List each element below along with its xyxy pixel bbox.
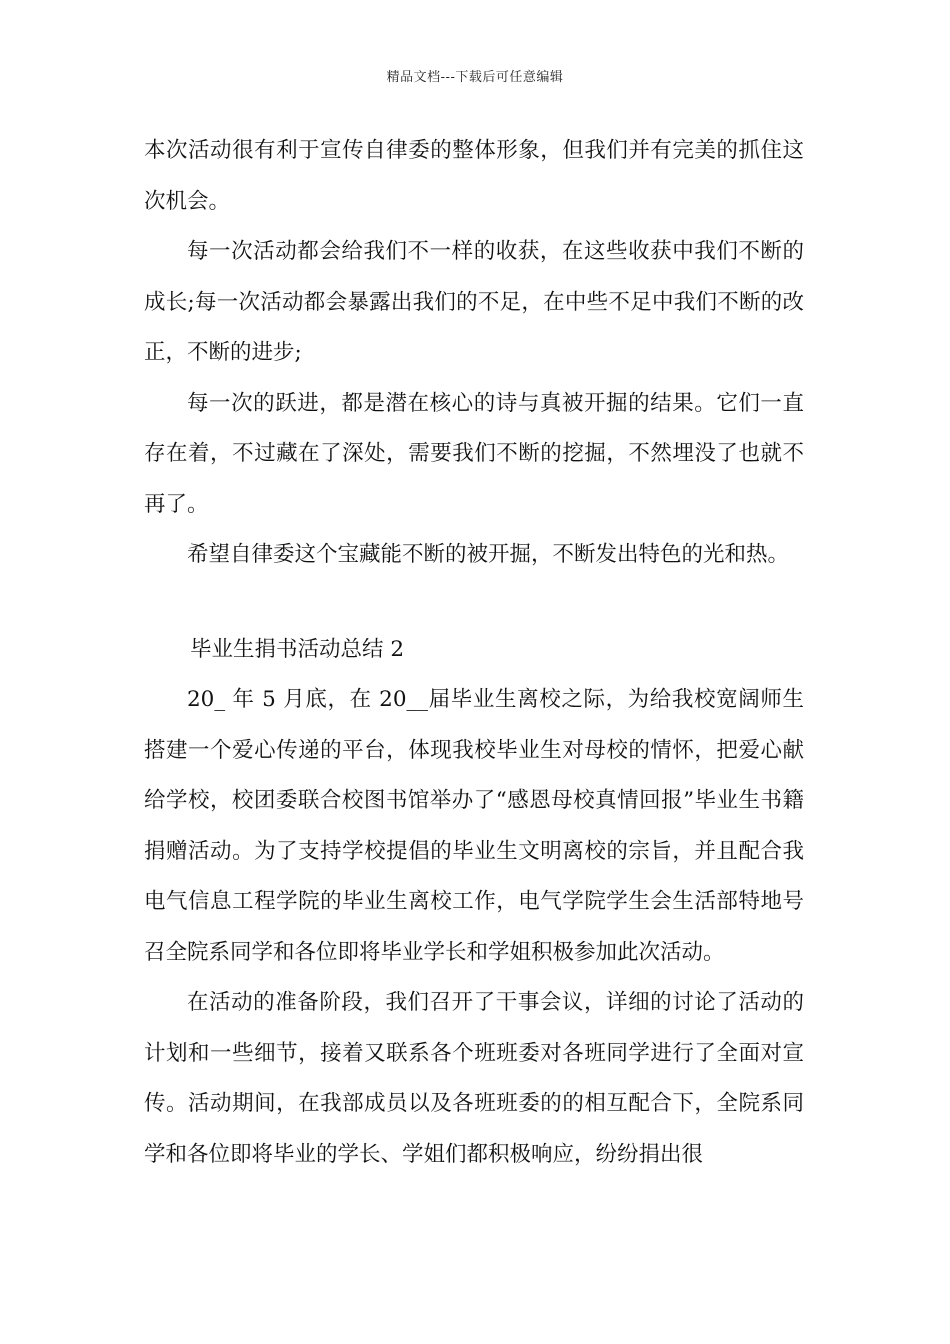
page-header: 精品文档---下载后可任意编辑 — [386, 70, 564, 85]
section-title: 毕业生捐书活动总结 2 — [190, 636, 405, 662]
paragraph: 在活动的准备阶段，我们召开了干事会议，详细的讨论了活动的计划和一些细节，接着又联系各个班班委对各班同学进行了全面对宣传。活动期间，在我部成员以及各班班委的的相互配合下，全院系同学和各位即将毕业的学长、学姐们都积极响应，纷纷捐出很 — [144, 990, 804, 1167]
paragraph: 希望自律委这个宝藏能不断的被开掘，不断发出特色的光和热。 — [187, 542, 790, 567]
paragraph: 20_ 年 5 月底，在 20__届毕业生离校之际，为给我校宽阔师生搭建一个爱心传递的平台，体现我校毕业生对母校的情怀，把爱心献给学校，校团委联合校图书馆举办了“感恩母校真情回报”毕业生书籍捐赠活动。为了支持学校提倡的毕业生文明离校的宗旨，并且配合我电气信息工程学院的毕业生离校工作，电气学院学生会生活部特地号召全院系同学和各位即将毕业学长和学姐积极参加此次活动。 — [144, 687, 804, 965]
section-gap — [144, 581, 804, 625]
paragraph: 每一次活动都会给我们不一样的收获，在这些收获中我们不断的成长;每一次活动都会暴露出我们的不足，在中些不足中我们不断的改正，不断的进步; — [144, 239, 804, 365]
paragraph: 本次活动很有利于宣传自律委的整体形象，但我们并有完美的抓住这次机会。 — [144, 138, 804, 214]
paragraph: 每一次的跃进，都是潜在核心的诗与真被开掘的结果。它们一直存在着，不过藏在了深处，需要我们不断的挖掘，不然埋没了也就不再了。 — [144, 390, 804, 517]
document-body — [144, 126, 804, 1180]
